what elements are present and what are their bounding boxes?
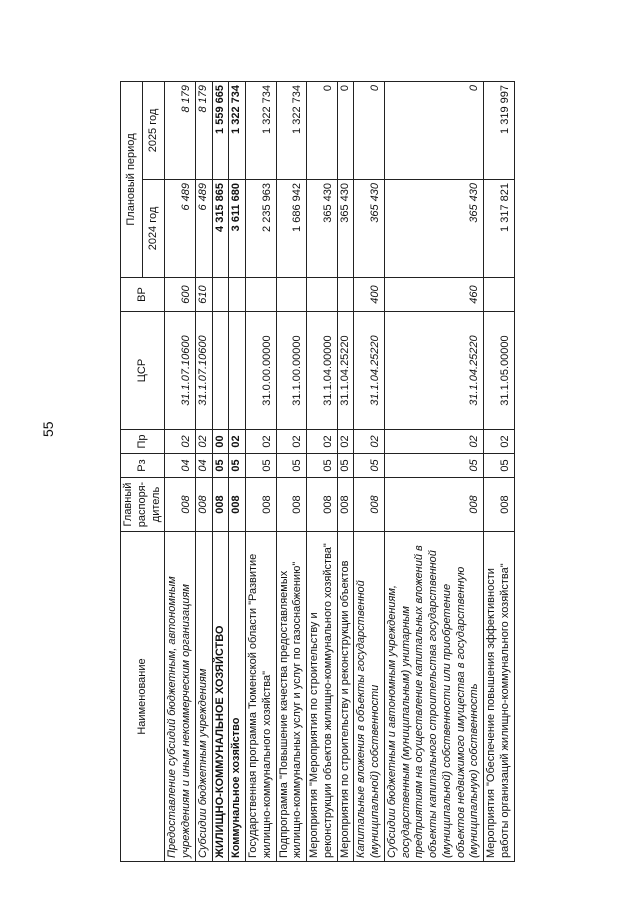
cell-vr — [246, 278, 277, 312]
col-header-2025: 2025 год — [143, 82, 165, 180]
cell-name: ЖИЛИЩНО-КОММУНАЛЬНОЕ ХОЗЯЙСТВО — [212, 532, 229, 862]
cell-csr: 31.1.07.10600 — [195, 312, 212, 430]
budget-table — [120, 81, 515, 862]
cell-y2025: 0 — [354, 82, 385, 180]
cell-y2024: 3 611 680 — [229, 180, 246, 278]
cell-admin: 008 — [165, 478, 196, 532]
cell-y2025: 1 322 734 — [246, 82, 277, 180]
cell-csr: 31.0.00.00000 — [246, 312, 277, 430]
cell-pr: 02 — [337, 430, 354, 454]
cell-y2024: 365 430 — [354, 180, 385, 278]
table-row — [212, 82, 229, 862]
cell-y2024: 1 317 821 — [484, 180, 515, 278]
table-row — [246, 82, 277, 862]
cell-rz: 05 — [276, 454, 307, 478]
cell-admin: 008 — [212, 478, 229, 532]
rotated-page — [120, 82, 620, 862]
cell-admin: 008 — [354, 478, 385, 532]
cell-csr: 31.1.07.10600 — [165, 312, 196, 430]
cell-y2025: 1 319 997 — [484, 82, 515, 180]
table-row — [384, 82, 483, 862]
cell-vr: 400 — [354, 278, 385, 312]
cell-admin: 008 — [307, 478, 338, 532]
cell-pr: 02 — [229, 430, 246, 454]
cell-name: Коммунальное хозяйство — [229, 532, 246, 862]
cell-rz: 05 — [246, 454, 277, 478]
header-row-1 — [121, 82, 143, 862]
cell-rz: 05 — [354, 454, 385, 478]
cell-pr: 02 — [384, 430, 483, 454]
cell-y2024: 2 235 963 — [246, 180, 277, 278]
cell-y2025: 8 179 — [165, 82, 196, 180]
table-row — [195, 82, 212, 862]
cell-name: Субсидии бюджетным учреждениям — [195, 532, 212, 862]
cell-pr: 02 — [165, 430, 196, 454]
page-number: 55 — [40, 421, 56, 437]
cell-rz: 05 — [307, 454, 338, 478]
cell-name: Мероприятия "Обеспечение повышения эффективности работы организаций жилищно-коммунального хозяйства" — [484, 532, 515, 862]
cell-name: Государственная программа Тюменской области "Развитие жилищно-коммунального хозяйства" — [246, 532, 277, 862]
cell-y2025: 0 — [384, 82, 483, 180]
col-header-2024: 2024 год — [143, 180, 165, 278]
cell-name: Подпрограмма "Повышение качества предоставляемых жилищно-коммунальных услуг и услуг по газоснабжению" — [276, 532, 307, 862]
cell-y2024: 4 315 865 — [212, 180, 229, 278]
cell-csr — [212, 312, 229, 430]
cell-vr: 610 — [195, 278, 212, 312]
cell-y2025: 0 — [337, 82, 354, 180]
cell-name: Субсидии бюджетным и автономным учреждениям, государственным (муниципальным) унитарным предприятиям на осуществление капитальных вложений в объекты капитального строительства государственной (муниципальной) собственности или приобретение объектов недвижимого имущества в государственную (муниципальную) собственность — [384, 532, 483, 862]
cell-vr — [484, 278, 515, 312]
cell-csr: 31.1.04.00000 — [307, 312, 338, 430]
table-row — [484, 82, 515, 862]
cell-name: Предоставление субсидий бюджетным, автономным учреждениям и иным некоммерческим организациям — [165, 532, 196, 862]
cell-rz: 05 — [337, 454, 354, 478]
cell-y2024: 1 686 942 — [276, 180, 307, 278]
cell-pr: 02 — [246, 430, 277, 454]
cell-csr: 31.1.00.00000 — [276, 312, 307, 430]
cell-vr — [337, 278, 354, 312]
cell-pr: 02 — [354, 430, 385, 454]
table-row — [307, 82, 338, 862]
cell-rz: 04 — [195, 454, 212, 478]
cell-y2024: 365 430 — [337, 180, 354, 278]
cell-admin: 008 — [276, 478, 307, 532]
col-header-period: Плановый период — [121, 82, 143, 278]
cell-y2025: 1 322 734 — [229, 82, 246, 180]
col-header-csr: ЦСР — [121, 312, 165, 430]
cell-y2024: 6 489 — [195, 180, 212, 278]
table-row — [354, 82, 385, 862]
cell-rz: 05 — [384, 454, 483, 478]
cell-pr: 00 — [212, 430, 229, 454]
cell-vr: 600 — [165, 278, 196, 312]
table-row — [276, 82, 307, 862]
col-header-vr: ВР — [121, 278, 165, 312]
cell-admin: 008 — [384, 478, 483, 532]
cell-name: Капитальные вложения в объекты государственной (муниципальной) собственности — [354, 532, 385, 862]
col-header-rz: Рз — [121, 454, 165, 478]
cell-name: Мероприятия по строительству и реконструкции объектов — [337, 532, 354, 862]
cell-y2025: 1 559 665 — [212, 82, 229, 180]
cell-pr: 02 — [276, 430, 307, 454]
cell-rz: 05 — [229, 454, 246, 478]
cell-name: Мероприятия "Мероприятия по строительству и реконструкции объектов жилищно-коммунального хозяйства" — [307, 532, 338, 862]
cell-csr: 31.1.05.00000 — [484, 312, 515, 430]
cell-y2024: 365 430 — [384, 180, 483, 278]
cell-rz: 04 — [165, 454, 196, 478]
cell-admin: 008 — [337, 478, 354, 532]
col-header-admin: Главный распоря-дитель — [121, 478, 165, 532]
cell-admin: 008 — [246, 478, 277, 532]
cell-pr: 02 — [307, 430, 338, 454]
col-header-name: Наименование — [121, 532, 165, 862]
table-row — [165, 82, 196, 862]
cell-csr: 31.1.04.25220 — [354, 312, 385, 430]
cell-rz: 05 — [212, 454, 229, 478]
cell-vr — [212, 278, 229, 312]
cell-y2025: 0 — [307, 82, 338, 180]
cell-vr — [229, 278, 246, 312]
cell-csr: 31.1.04.25220 — [337, 312, 354, 430]
table-row — [229, 82, 246, 862]
cell-vr: 460 — [384, 278, 483, 312]
table-row — [337, 82, 354, 862]
cell-pr: 02 — [484, 430, 515, 454]
cell-y2025: 8 179 — [195, 82, 212, 180]
cell-csr — [229, 312, 246, 430]
cell-y2024: 6 489 — [165, 180, 196, 278]
col-header-pr: Пр — [121, 430, 165, 454]
cell-admin: 008 — [484, 478, 515, 532]
cell-y2024: 365 430 — [307, 180, 338, 278]
cell-admin: 008 — [229, 478, 246, 532]
cell-vr — [307, 278, 338, 312]
cell-csr: 31.1.04.25220 — [384, 312, 483, 430]
cell-y2025: 1 322 734 — [276, 82, 307, 180]
cell-admin: 008 — [195, 478, 212, 532]
cell-rz: 05 — [484, 454, 515, 478]
cell-pr: 02 — [195, 430, 212, 454]
cell-vr — [276, 278, 307, 312]
